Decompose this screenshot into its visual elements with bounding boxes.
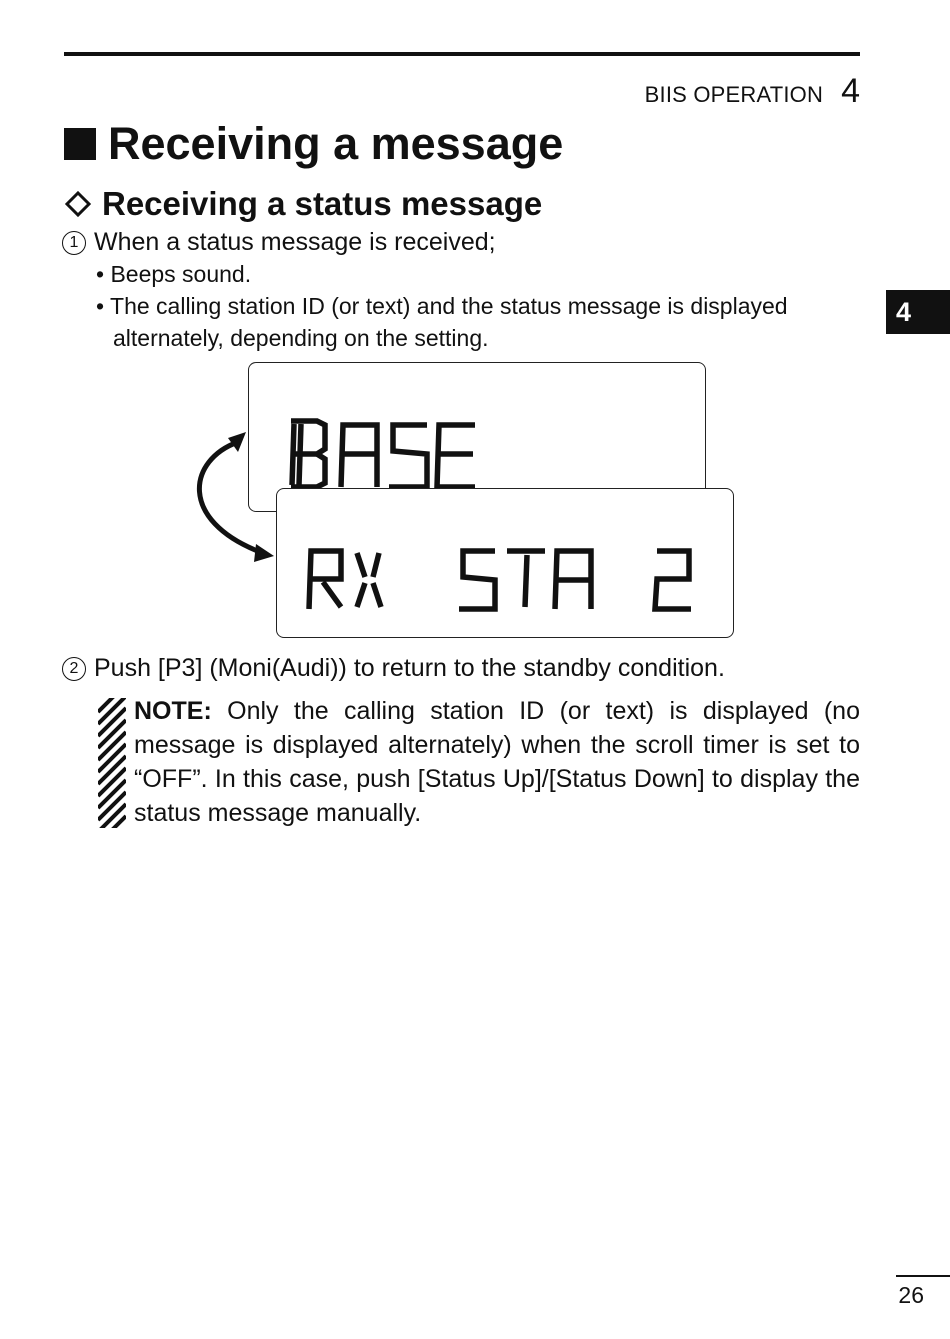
chapter-tab: 4 <box>886 290 950 334</box>
section-subtitle <box>64 185 542 223</box>
note-paragraph <box>134 694 860 830</box>
lcd-screen-2 <box>276 488 734 638</box>
lcd-screen-2-segments <box>277 489 735 639</box>
page-number: 26 <box>898 1282 924 1308</box>
note-hatch-icon <box>98 698 126 828</box>
swap-arrow-icon <box>178 420 288 570</box>
page-title <box>64 118 563 170</box>
bullet-item: • The calling station ID (or text) and the status message is displayed alternately, depending on the setting. <box>96 293 788 351</box>
top-rule <box>64 52 860 56</box>
step-1-marker: 1 <box>62 231 86 255</box>
step-1 <box>62 228 496 257</box>
running-head <box>645 72 860 111</box>
note-text: Only the calling station ID (or text) is displayed (no message is displayed alternately) when the scroll timer is set to “OFF”. In this case, push [Status Up]/[Status Down] to display the status message manually. <box>134 697 860 827</box>
step-1-bullets <box>96 258 866 354</box>
step-2-marker: 2 <box>62 657 86 681</box>
page-title-text: Receiving a message <box>108 118 564 169</box>
note-block <box>98 694 860 830</box>
step-2 <box>62 654 725 683</box>
section-subtitle-text: Receiving a status message <box>102 185 543 222</box>
bullet-item: • Beeps sound. <box>96 261 252 287</box>
step-2-text: Push [P3] (Moni(Audi)) to return to the standby condition. <box>94 654 725 682</box>
note-label: NOTE: <box>134 697 212 725</box>
running-head-section: BIIS OPERATION <box>644 82 824 107</box>
square-bullet-icon <box>64 128 96 160</box>
bottom-rule <box>896 1275 950 1277</box>
running-head-chapter: 4 <box>841 72 860 110</box>
step-1-text: When a status message is received; <box>94 228 496 256</box>
diamond-outline-icon <box>64 190 92 218</box>
